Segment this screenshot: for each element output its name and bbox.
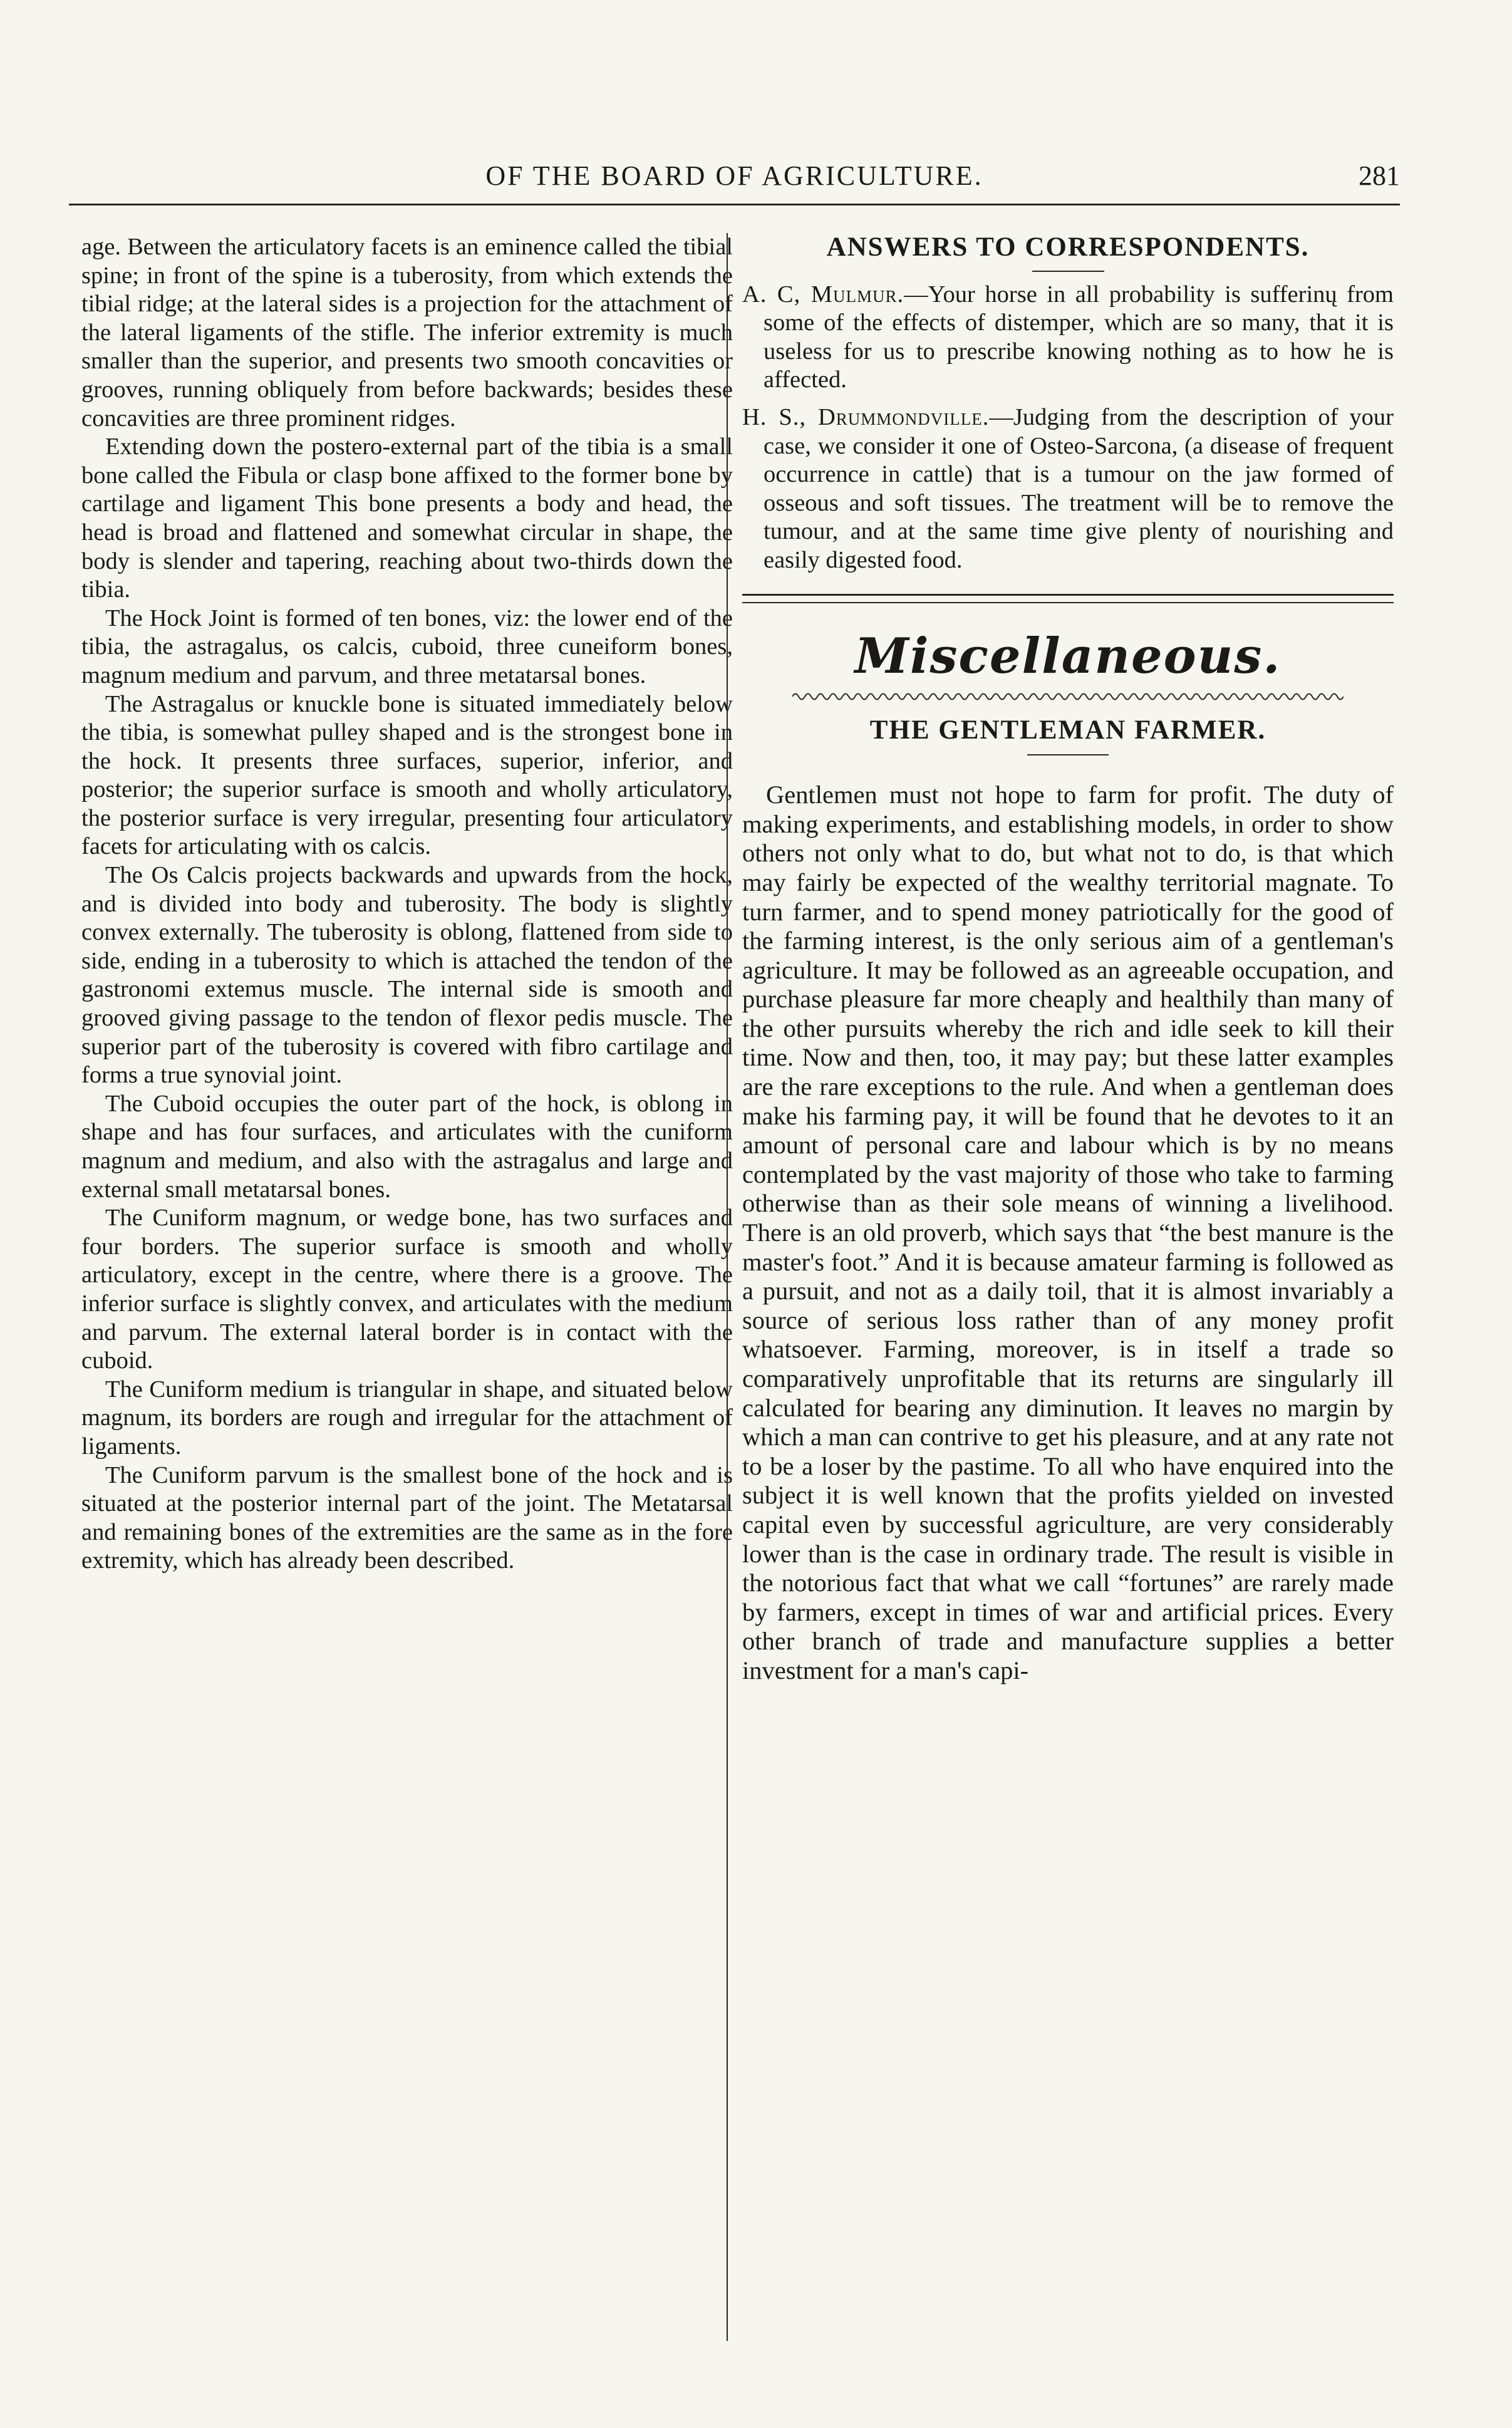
article-body [742,781,1394,1685]
left-column [81,233,733,1575]
answers-heading: ANSWERS TO CORRESPONDENTS. [826,232,1310,262]
answer-item [742,403,1394,575]
answer-text: —Judging from the description of your case, we consider it one of Osteo-Sarcona, (a disease of frequent occurrence in cattle) that is a tumour on the jaw formed of osseous and soft tissues. The treatment will be to remove the tumour, and at the same time give plenty of nourishing and easily digested food. [764,403,1394,573]
article-title: THE GENTLEMAN FARMER. [869,715,1266,745]
column-divider [727,233,728,2341]
answer-item [742,281,1394,395]
paragraph: The Cuniform medium is triangular in shape, and situated below magnum, its borders are rough and irregular for the attachment of ligaments. [81,1376,733,1460]
paragraph: The Os Calcis projects backwards and upwards from the hock, and is divided into body and tuberosity. The body is slightly convex externally. The tuberosity is oblong, flattened from side to side, ending in a tuberosity to which is attached the tendon of the gastronomi extemus muscle. The internal side is smooth and grooved giving passage to the tendon of flexor pedis muscle. The superior part of the tuberosity is covered with fibro cartilage and forms a true synovial joint. [81,862,733,1089]
section-title: Miscellaneous. [854,627,1282,685]
section-rule [742,602,1394,603]
paragraph: The Hock Joint is formed of ten bones, viz: the lower end of the tibia, the astragalus, os calcis, cuboid, three cuneiform bones, magnum medium and parvum, and three metatarsal bones. [81,604,733,688]
right-column [742,233,1394,1686]
answer-recipient: H. S., Drummondville. [742,403,990,430]
page-header [69,160,1400,210]
paragraph: The Cuniform magnum, or wedge bone, has two surfaces and four borders. The superior surface is smooth and wholly articulatory, except in the centre, where there is a groove. The inferior surface is slightly convex, and articulates with the medium and parvum. The external lateral border is in contact with the cuboid. [81,1205,733,1374]
paragraph: age. Between the articulatory facets is an eminence called the tibial spine; in front of the spine is a tuberosity, from which extends the tibial ridge; at the lateral sides is a projection for the attachment of the lateral ligaments of the stifle. The inferior extremity is much smaller than the superior, and presents two smooth concavities or grooves, running obliquely from before backwards; besides these concavities are three prominent ridges. [81,234,733,432]
wavy-divider [792,690,1344,703]
paragraph: The Cuniform parvum is the smallest bone of the hock and is situated at the posterior internal part of the joint. The Metatarsal and remaining bones of the extremities are the same as in the fore extremity, which has already been described. [81,1461,733,1574]
running-title: OF THE BOARD OF AGRICULTURE. [485,160,983,191]
answer-text: —Your horse in all probability is sufferinų from some of the effects of distemper, which are so many, that it is useless for us to prescribe knowing nothing as to how he is affected. [764,281,1394,393]
answer-recipient: A. C, Mulmur. [742,281,904,308]
paragraph: The Cuboid occupies the outer part of the hock, is oblong in shape and has four surfaces, and articulates with the cuniform magnum and medium, and also with the astragalus and large and external small metatarsal bones. [81,1090,733,1203]
page-number: 281 [1359,160,1400,191]
header-rule [69,204,1400,205]
short-rule [1027,754,1109,755]
paragraph: Extending down the postero-external part of the tibia is a small bone called the Fibula or clasp bone affixed to the former bone by cartilage and ligament This bone presents a body and head, the head is broad and flattened and somewhat circular in shape, the body is slender and tapering, reaching about two-thirds down the tibia. [81,433,733,603]
paragraph: Gentlemen must not hope to farm for profit. The duty of making experiments, and establishing models, in order to show others not only what to do, but what not to do, is that which may fairly be expected of the wealthy territorial magnate. To turn farmer, and to spend money patriotically for the good of the farming interest, is the only serious aim of a gentleman's agriculture. It may be followed as an agreeable occupation, and purchase pleasure far more cheaply and healthily than many of the other pursuits whereby the rich and idle seek to kill their time. Now and then, too, it may pay; but these latter examples are the rare exceptions to the rule. And when a gentleman does make his farming pay, it will be found that he devotes to it an amount of personal care and labour which is by no means contemplated by the vast majority of those who take to farming otherwise than as their sole means of winning a livelihood. There is an old proverb, which says that “the best manure is the master's foot.” And it is because amateur farming is followed as a pursuit, and not as a daily toil, that it is almost invariably a source of serious loss rather than of any money profit whatsoever. Farming, moreover, is in itself a trade so comparatively unprofitable that its returns are singularly ill calculated for bearing any diminution. It leaves no margin by which a man can contrive to get his pleasure, and at any rate not to be a loser by the pastime. To all who have enquired into the subject it is well known that the profits yielded on invested capital even by successful agriculture, are very considerably lower than is the case in ordinary trade. The result is visible in the notorious fact that what we call “fortunes” are rarely made by farmers, except in times of war and artificial prices. Every other branch of trade and manufacture supplies a better investment for a man's capi- [742,781,1394,1684]
short-rule [1032,271,1104,272]
paragraph: The Astragalus or knuckle bone is situated immediately below the tibia, is somewhat pulley shaped and is the strongest bone in the hock. It presents three surfaces, superior, inferior, and posterior; the superior surface is smooth and wholly articulatory, the posterior surface is very irregular, presenting four articulatory facets for articulating with os calcis. [81,690,733,860]
section-rule [742,594,1394,596]
